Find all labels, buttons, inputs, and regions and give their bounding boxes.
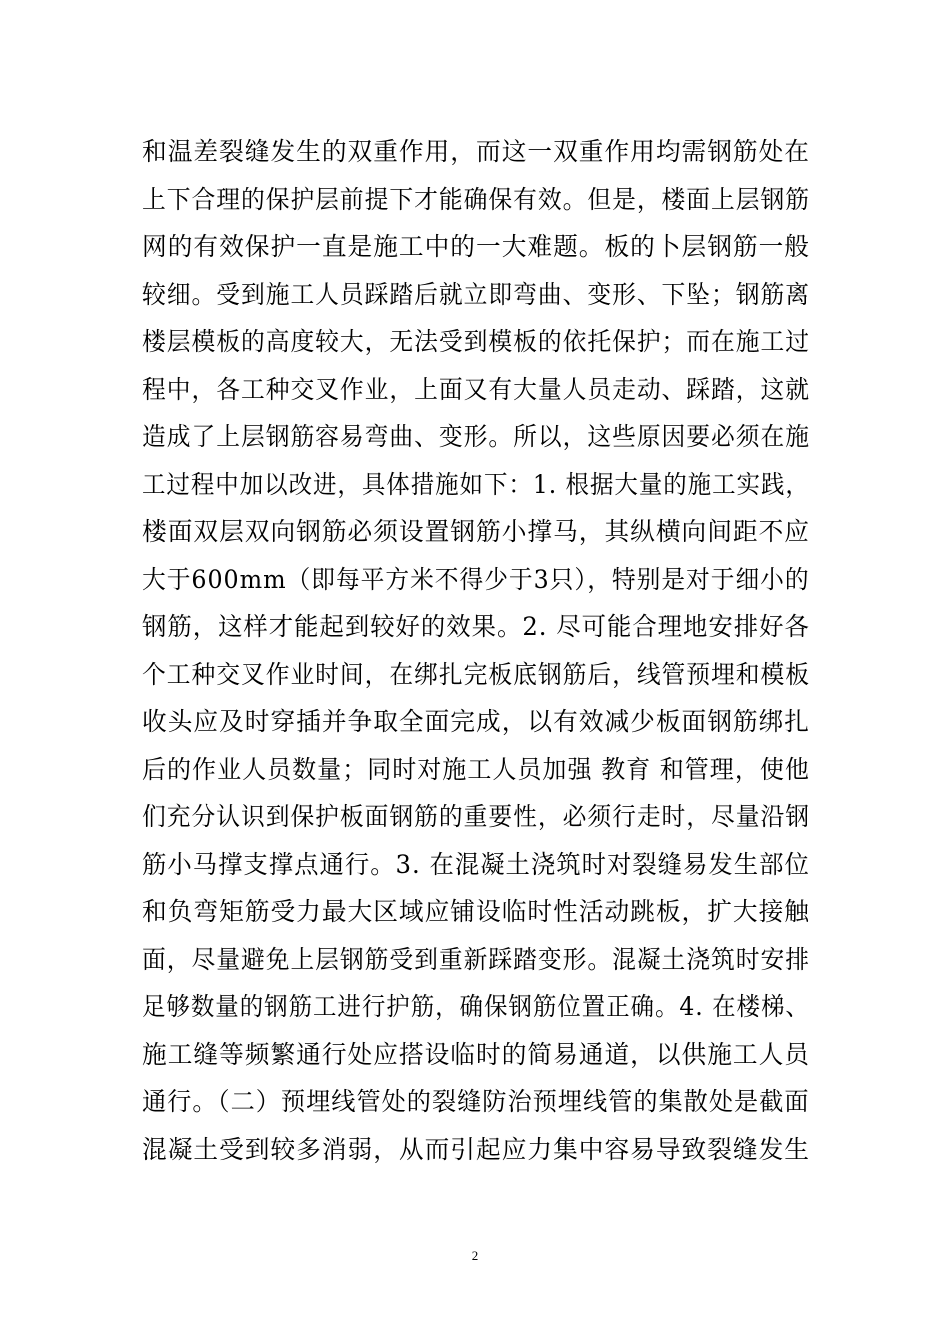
text-line: 面，尽量避免上层钢筋受到重新踩踏变形。混凝土浇筑时安排 xyxy=(142,944,811,974)
text-line: 后的作业人员数量；同时对施工人员加强 教育 和管理，使他 xyxy=(142,754,810,784)
text-line: 收头应及时穿插并争取全面完成，以有效减少板面钢筋绑扎 xyxy=(142,707,811,736)
body-text xyxy=(142,128,810,1173)
text-line: 们充分认识到保护板面钢筋的重要性，必须行走时，尽量沿钢 xyxy=(142,802,811,831)
page-number: 2 xyxy=(471,1248,479,1263)
text-line: 通行。（二）预埋线管处的裂缝防治预埋线管的集散处是截面 xyxy=(142,1087,810,1116)
text-line: 较细。受到施工人员踩踏后就立即弯曲、变形、下坠；钢筋离 xyxy=(142,279,811,309)
text-line: 程中，各工种交叉作业，上面又有大量人员走动、踩踏，这就 xyxy=(142,374,811,404)
text-line: 楼面双层双向钢筋必须设置钢筋小撑马，其纵横向间距不应 xyxy=(142,517,811,546)
text-line: 和负弯矩筋受力最大区域应铺设临时性活动跳板，扩大接触 xyxy=(142,897,811,926)
text-line: 工过程中加以改进，具体措施如下：1. 根据大量的施工实践， xyxy=(142,469,810,499)
text-line: 楼层模板的高度较大，无法受到模板的依托保护；而在施工过 xyxy=(142,327,811,356)
text-line: 筋小马撑支撑点通行。3. 在混凝土浇筑时对裂缝易发生部位 xyxy=(142,849,810,879)
text-line: 个工种交叉作业时间，在绑扎完板底钢筋后，线管预埋和模板 xyxy=(142,659,811,689)
text-line: 足够数量的钢筋工进行护筋，确保钢筋位置正确。4. 在楼梯、 xyxy=(142,992,810,1021)
text-line: 上下合理的保护层前提下才能确保有效。但是，楼面上层钢筋 xyxy=(142,184,811,214)
text-line: 施工缝等频繁通行处应搭设临时的简易通道，以供施工人员 xyxy=(142,1039,811,1069)
text-line: 和温差裂缝发生的双重作用，而这一双重作用均需钢筋处在 xyxy=(142,137,811,166)
text-line: 混凝土受到较多消弱，从而引起应力集中容易导致裂缝发生 xyxy=(142,1134,811,1164)
text-line: 造成了上层钢筋容易弯曲、变形。所以，这些原因要必须在施 xyxy=(142,422,811,451)
text-line: 大于600mm（即每平方米不得少于3只），特别是对于细小的 xyxy=(142,564,810,594)
text-line: 钢筋，这样才能起到较好的效果。2. 尽可能合理地安排好各 xyxy=(142,612,810,641)
text-line: 网的有效保护一直是施工中的一大难题。板的卜层钢筋一般 xyxy=(142,232,811,261)
